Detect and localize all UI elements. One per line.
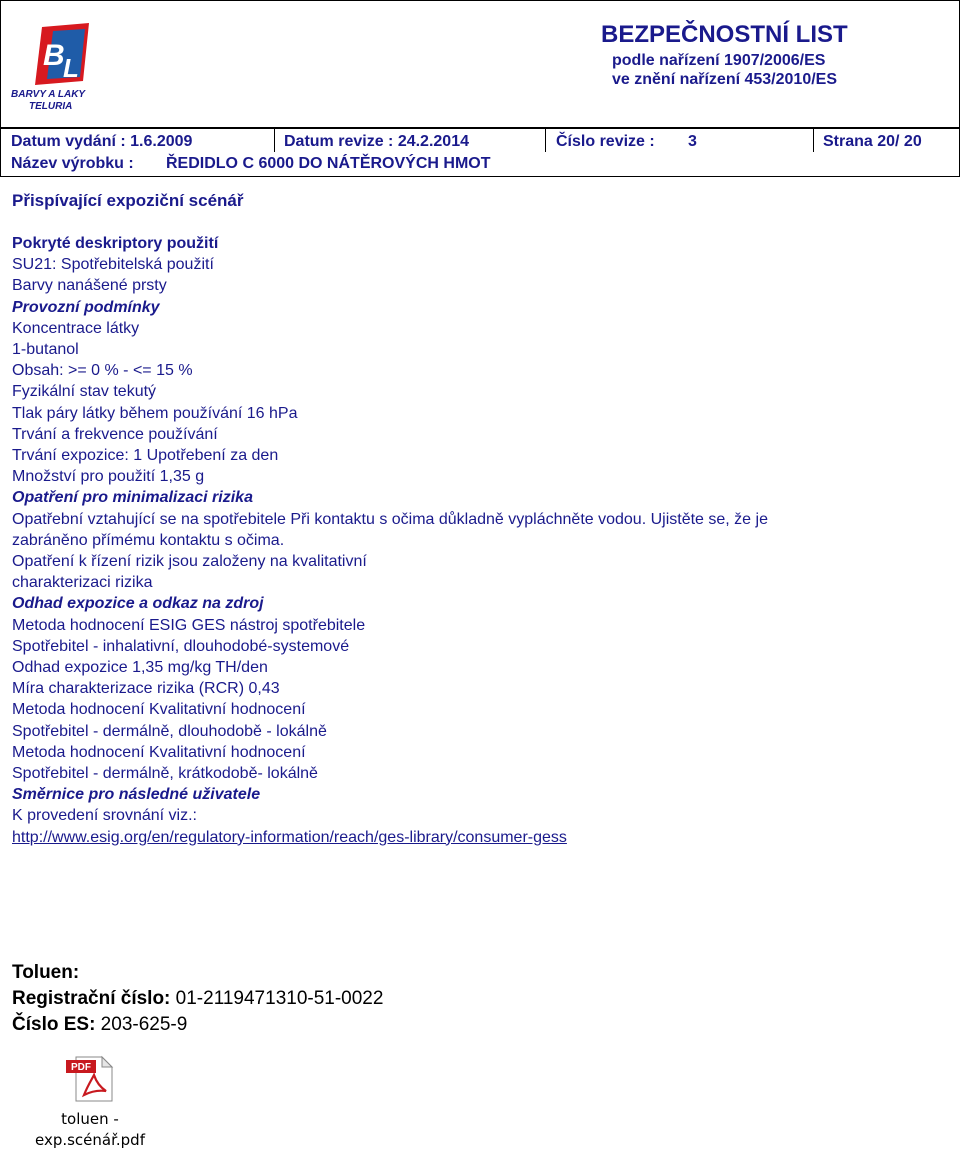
svg-text:TELURIA: TELURIA: [29, 101, 73, 112]
text-line: SU21: Spotřebitelská použití: [12, 256, 214, 274]
text-line: Metoda hodnocení Kvalitativní hodnocení: [12, 701, 306, 719]
subheading: Odhad expozice a odkaz na zdroj: [12, 595, 264, 613]
company-logo: [7, 21, 117, 116]
document-meta: [0, 127, 960, 177]
regulation-line-1: podle nařízení 1907/2006/ES: [612, 52, 826, 69]
attachment-label-2: exp.scénář.pdf: [34, 1131, 145, 1149]
document-title: BEZPEČNOSTNÍ LIST: [601, 21, 848, 48]
subheading: Provozní podmínky: [12, 298, 160, 316]
product-name: ŘEDIDLO C 6000 DO NÁTĚROVÝCH HMOT: [166, 155, 491, 172]
es-number: 203-625-9: [95, 1014, 188, 1035]
text-line: Tlak páry látky během používání 16 hPa: [12, 404, 298, 422]
text-line: Spotřebitel - dermálně, dlouhodobě - lokálně: [12, 722, 327, 740]
pdf-file-icon: [62, 1062, 118, 1107]
regulation-line-2: ve znění nařízení 453/2010/ES: [612, 71, 838, 88]
svg-text:L: L: [63, 53, 79, 83]
revision-date: Datum revize : 24.2.2014: [284, 133, 469, 150]
document-header: [0, 0, 960, 127]
text-line: 1-butanol: [12, 341, 79, 359]
text-line: K provedení srovnání viz.:: [12, 807, 197, 825]
es-number-label: Číslo ES:: [12, 1014, 96, 1035]
page-number: Strana 20/ 20: [823, 133, 922, 150]
text-line: Koncentrace látky: [12, 319, 140, 337]
registration-number: 01-2119471310-51-0022: [170, 988, 384, 1009]
svg-text:BARVY A LAKY: BARVY A LAKY: [11, 89, 86, 100]
product-label: Název výrobku :: [11, 155, 134, 172]
section-title: Přispívající expoziční scénář: [12, 191, 244, 210]
text-line: Množství pro použití 1,35 g: [12, 468, 205, 486]
substance-block: [12, 960, 383, 1038]
text-paragraph: Opatřební vztahující se na spotřebitele Při kontaktu s očima důkladně vypláchněte vodou. Ujistěte se, že je zabráněno přímému kontaktu s očima.: [12, 510, 768, 549]
text-line: Metoda hodnocení Kvalitativní hodnocení: [12, 743, 306, 761]
revision-number-label: Číslo revize :: [556, 133, 655, 150]
subheading: Pokryté deskriptory použití: [12, 235, 219, 252]
scenario-body: [12, 233, 842, 848]
issue-date: Datum vydání : 1.6.2009: [11, 133, 193, 150]
text-line: Opatření k řízení rizik jsou založeny na kvalitativní: [12, 553, 367, 571]
text-line: Metoda hodnocení ESIG GES nástroj spotřebitele: [12, 616, 366, 634]
esig-link[interactable]: http://www.esig.org/en/regulatory-information/reach/ges-library/consumer-gess: [12, 828, 567, 846]
text-line: Míra charakterizace rizika (RCR) 0,43: [12, 680, 280, 698]
svg-text:B: B: [43, 39, 65, 72]
divider: [545, 129, 546, 152]
divider: [813, 129, 814, 152]
text-line: Odhad expozice 1,35 mg/kg TH/den: [12, 659, 268, 677]
divider: [274, 129, 275, 152]
revision-number: 3: [688, 133, 697, 150]
text-line: Obsah: >= 0 % - <= 15 %: [12, 362, 193, 380]
pdf-icon-text: PDF: [71, 1062, 91, 1073]
pdf-attachment[interactable]: [30, 1055, 150, 1150]
text-line: Spotřebitel - inhalativní, dlouhodobé-systemové: [12, 637, 350, 655]
text-line: charakterizaci rizika: [12, 574, 153, 592]
text-line: Spotřebitel - dermálně, krátkodobě- lokálně: [12, 765, 318, 783]
text-line: Trvání a frekvence používání: [12, 425, 218, 443]
substance-name: Toluen:: [12, 962, 80, 983]
text-line: Trvání expozice: 1 Upotřebení za den: [12, 447, 279, 465]
subheading: Opatření pro minimalizaci rizika: [12, 489, 253, 507]
subheading: Směrnice pro následné uživatele: [12, 786, 261, 804]
registration-label: Registrační číslo:: [12, 988, 171, 1009]
text-line: Fyzikální stav tekutý: [12, 383, 157, 401]
text-line: Barvy nanášené prsty: [12, 277, 167, 295]
attachment-label-1: toluen -: [61, 1110, 119, 1128]
